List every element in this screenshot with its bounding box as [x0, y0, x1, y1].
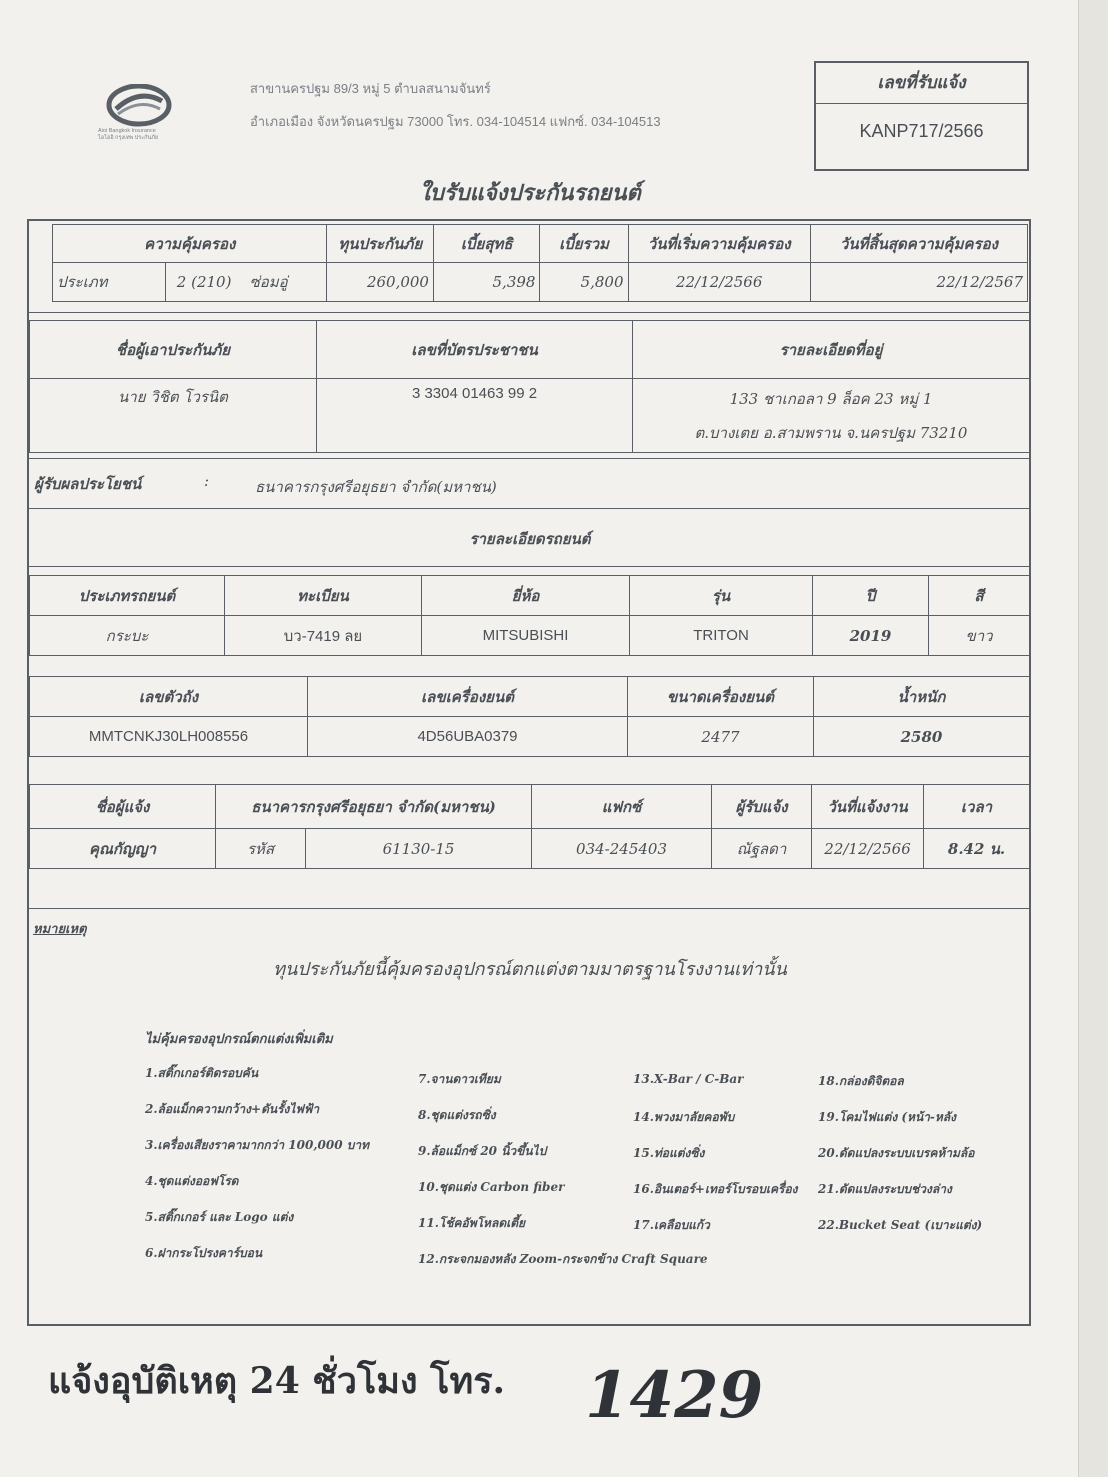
engine-number-header: เลขเครื่องยนต์	[308, 677, 628, 717]
receiver-header: ผู้รับแจ้ง	[712, 785, 812, 829]
engine-size-header: ขนาดเครื่องยนต์	[628, 677, 814, 717]
vehicle-section-title: รายละเอียดรถยนต์	[469, 530, 591, 548]
insured-name-value: นาย วิชิต โวรนิต	[30, 379, 317, 453]
exclusion-item: 4.ชุดแต่งออฟโรด	[145, 1174, 239, 1188]
address-cell	[633, 379, 1030, 453]
exclusion-item: 10.ชุดแต่ง Carbon fiber	[418, 1180, 565, 1194]
address-line-1: สาขานครปฐม 89/3 หมู่ 5 ตำบลสนามจันทร์	[250, 81, 491, 96]
accident-hotline-number: 1429	[585, 1358, 764, 1433]
total-premium-header: เบี้ยรวม	[540, 225, 628, 263]
document-title: ใบรับแจ้งประกันรถยนต์	[419, 180, 641, 206]
divider	[29, 566, 1029, 567]
id-number-value: 3 3304 01463 99 2	[317, 379, 633, 453]
exclusion-item: 12.กระจกมองหลัง Zoom-กระจกข้าง Craft Square	[418, 1252, 708, 1266]
weight-header: น้ำหนัก	[814, 677, 1030, 717]
id-number-header: เลขที่บัตรประชาชน	[317, 321, 633, 379]
adjacent-page-edge	[1078, 0, 1108, 1477]
exclusion-item: 2.ล้อแม็กความกว้าง+ดันรั้งไฟฟ้า	[145, 1102, 320, 1116]
code-value: 61130-15	[306, 829, 532, 869]
sum-insured-header: ทุนประกันภัย	[327, 225, 434, 263]
color-value: ขาว	[929, 616, 1030, 656]
exclusion-item: 8.ชุดแต่งรถซิ่ง	[418, 1108, 496, 1122]
fax-value: 034-245403	[532, 829, 712, 869]
year-header: ปี	[813, 576, 929, 616]
coverage-type-label: ประเภท	[53, 263, 166, 301]
informer-name-header: ชื่อผู้แจ้ง	[30, 785, 216, 829]
registration-header: ทะเบียน	[225, 576, 422, 616]
exclusion-item: 16.อินเตอร์+เทอร์โบรอบเครื่อง	[633, 1182, 798, 1196]
divider	[29, 508, 1029, 509]
address-line-2: อำเภอเมือง จังหวัดนครปฐม 73000 โทร. 034-104514 แฟกซ์. 034-104513	[250, 114, 661, 129]
address-line-1-value: 133 ชาเกอลา 9 ล็อค 23 หมู่ 1	[729, 389, 933, 408]
chassis-number-value: MMTCNKJ30LH008556	[30, 717, 308, 757]
exclusion-item: 6.ฝากระโปรงคาร์บอน	[145, 1246, 263, 1260]
code-label: รหัส	[216, 829, 306, 869]
engine-size-value: 2477	[628, 717, 814, 757]
brand-value: MITSUBISHI	[422, 616, 630, 656]
start-date-value: 22/12/2566	[628, 263, 810, 302]
time-header: เวลา	[924, 785, 1030, 829]
brand-header: ยี่ห้อ	[422, 576, 630, 616]
vehicle-engine-table	[29, 676, 1030, 757]
address-line-2-value: ต.บางเตย อ.สามพราน จ.นครปฐม 73210	[694, 423, 968, 442]
divider	[29, 458, 1029, 459]
model-value: TRITON	[630, 616, 813, 656]
beneficiary-label: ผู้รับผลประโยชน์	[34, 475, 142, 493]
exclusion-item: 19.โคมไฟแต่ง (หน้า-หลัง	[818, 1110, 956, 1124]
exclusion-item: 11.โช้คอัพโหลดเตี้ย	[418, 1216, 526, 1230]
vehicle-type-value: กระบะ	[30, 616, 225, 656]
exclusion-item: 21.ดัดแปลงระบบช่วงล่าง	[818, 1182, 952, 1196]
coverage-type-value: 2 (210)	[176, 273, 232, 291]
net-premium-header: เบี้ยสุทธิ	[433, 225, 540, 263]
coverage-table	[52, 224, 1028, 302]
start-date-header: วันที่เริ่มความคุ้มครอง	[628, 225, 810, 263]
exclusion-item: 1.สติ๊กเกอร์ติดรอบคัน	[145, 1066, 259, 1080]
garage-label: ซ่อมอู่	[249, 273, 288, 291]
end-date-header: วันที่สิ้นสุดความคุ้มครอง	[810, 225, 1027, 263]
chassis-number-header: เลขตัวถัง	[30, 677, 308, 717]
receiver-value: ณัฐลดา	[712, 829, 812, 869]
logo-icon	[104, 84, 174, 128]
exclusion-item: 22.Bucket Seat (เบาะแต่ง)	[818, 1218, 983, 1232]
coverage-type-cell	[53, 263, 327, 302]
end-date-value: 22/12/2567	[810, 263, 1027, 302]
informer-table	[29, 784, 1030, 869]
contact-name-value: คุณกัญญา	[30, 829, 216, 869]
notes-main-text: ทุนประกันภัยนี้คุ้มครองอุปกรณ์ตกแต่งตามมาตรฐานโรงงานเท่านั้น	[273, 959, 787, 980]
exclusion-item: 5.สติ๊กเกอร์ และ Logo แต่ง	[145, 1210, 294, 1224]
receipt-number-label: เลขที่รับแจ้ง	[816, 63, 1027, 104]
sum-insured-value: 260,000	[327, 263, 434, 302]
exclusion-item: 7.จานดาวเทียม	[418, 1072, 501, 1086]
vehicle-type-header: ประเภทรถยนต์	[30, 576, 225, 616]
logo-caption: Aioi Bangkok Insurance ไอโออิ กรุงเทพ ประกันภัย	[98, 128, 159, 141]
year-value: 2019	[813, 616, 929, 656]
beneficiary-colon: :	[204, 472, 210, 490]
vehicle-table	[29, 575, 1030, 656]
divider	[29, 312, 1029, 313]
exclusion-item: 15.ท่อแต่งซิ่ง	[633, 1146, 705, 1160]
notes-heading: หมายเหตุ	[33, 922, 87, 937]
informer-name-value: ธนาคารกรุงศรีอยุธยา จำกัด(มหาชน)	[216, 785, 532, 829]
insured-name-header: ชื่อผู้เอาประกันภัย	[30, 321, 317, 379]
notify-date-value: 22/12/2566	[812, 829, 924, 869]
notes-subheading: ไม่คุ้มครองอุปกรณ์ตกแต่งเพิ่มเติม	[145, 1032, 333, 1047]
coverage-header: ความคุ้มครอง	[53, 225, 327, 263]
exclusion-item: 14.พวงมาลัยคอพับ	[633, 1110, 735, 1124]
receipt-number-box	[814, 61, 1029, 171]
address-header: รายละเอียดที่อยู่	[633, 321, 1030, 379]
exclusion-item: 18.กล่องดิจิตอล	[818, 1074, 904, 1088]
company-logo	[98, 84, 194, 150]
fax-header: แฟกซ์	[532, 785, 712, 829]
registration-value: บว-7419 ลย	[225, 616, 422, 656]
insured-table	[29, 320, 1030, 453]
exclusion-item: 9.ล้อแม็กซ์ 20 นิ้วขึ้นไป	[418, 1144, 547, 1158]
time-value: 8.42 น.	[924, 829, 1030, 869]
receipt-number-value: KANP717/2566	[859, 121, 984, 141]
color-header: สี	[929, 576, 1030, 616]
divider	[29, 908, 1029, 909]
exclusion-item: 20.ดัดแปลงระบบเบรคห้ามล้อ	[818, 1146, 975, 1160]
net-premium-value: 5,398	[433, 263, 540, 302]
exclusion-item: 3.เครื่องเสียงราคามากกว่า 100,000 บาท	[145, 1138, 369, 1152]
notify-date-header: วันที่แจ้งงาน	[812, 785, 924, 829]
total-premium-value: 5,800	[540, 263, 628, 302]
exclusion-item: 13.X-Bar / C-Bar	[633, 1072, 744, 1086]
accident-hotline-label: แจ้งอุบัติเหตุ 24 ชั่วโมง โทร.	[48, 1360, 506, 1402]
weight-value: 2580	[814, 717, 1030, 757]
engine-number-value: 4D56UBA0379	[308, 717, 628, 757]
beneficiary-value: ธนาคารกรุงศรีอยุธยา จำกัด(มหาชน)	[255, 478, 497, 496]
exclusion-item: 17.เคลือบแก้ว	[633, 1218, 710, 1232]
model-header: รุ่น	[630, 576, 813, 616]
